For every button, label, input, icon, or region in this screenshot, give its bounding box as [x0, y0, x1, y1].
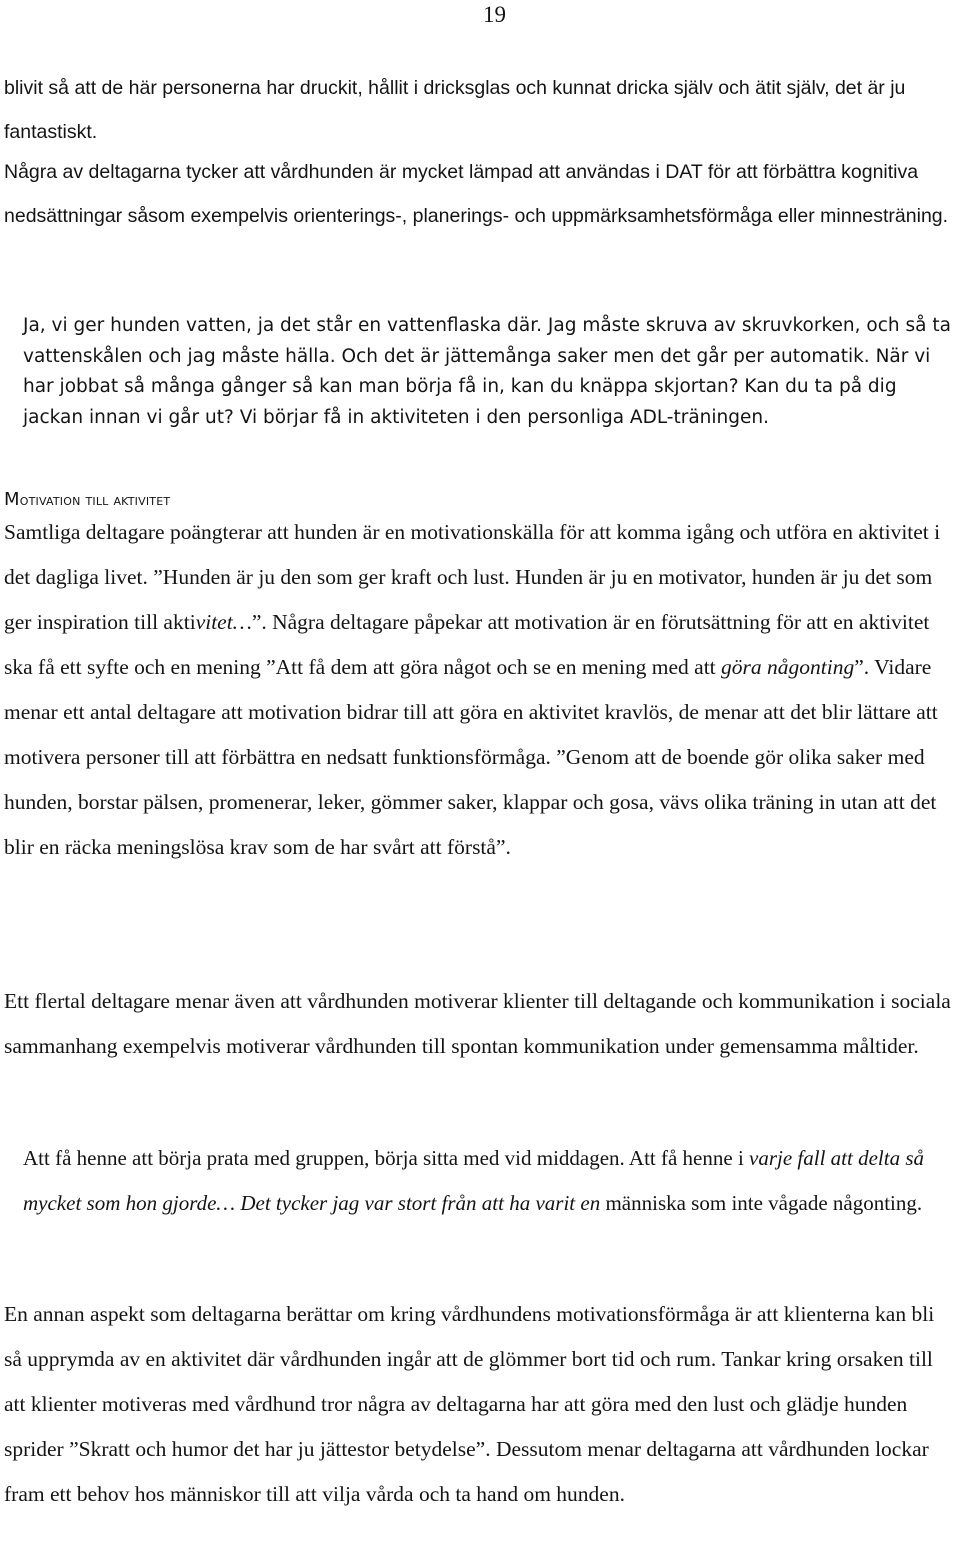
- quote-dinner: [23, 1136, 960, 1226]
- paragraph-cognitive: Några av deltagarna tycker att vårdhunden är mycket lämpad att användas i DAT för att förbättra kognitiva nedsättningar såsom exempelvis orienterings-, planerings- och uppmärksamhetsförmåga eller minnesträning.: [4, 161, 949, 227]
- quote-adl-training: Ja, vi ger hunden vatten, ja det står en vattenflaska där. Jag måste skruva av skruvkorken, och så ta vattenskålen och jag måste hälla. Och det är jättemånga saker men det går per automatik. När vi har jobbat så många gånger så kan man börja få in, kan du knäppa skjortan? Kan du ta på dig jackan innan vi går ut? Vi börjar få in aktiviteten i den personliga ADL-träningen.: [23, 315, 951, 428]
- paragraph-continuation: blivit så att de här personerna har druckit, hållit i dricksglas och kunnat dricka själv och ätit själv, det är ju fantastiskt.: [4, 77, 906, 143]
- dinner-quote-italic: varje fall att delta så mycket som hon gjorde… Det tycker jag var stort från att ha varit en: [23, 1146, 925, 1215]
- motivation-text-3: ”. Vidare menar ett antal deltagare att motivation bidrar till att göra en aktivitet kravlös, de menar att det blir lättare att motivera personer till att förbättra en nedsatt funktionsförmåga. ”Genom att de boende gör olika saker med hunden, borstar pälsen, promenerar, leker, gömmer saker, klappar och gosa, vävs olika träning in utan att det blir en räcka meningslösa krav som de har svårt att förstå”.: [4, 655, 938, 859]
- motivation-quote-2-italic: göra någonting: [721, 655, 855, 679]
- motivation-quote-1-italic: vitet…: [195, 610, 252, 634]
- page-number: 19: [483, 2, 506, 27]
- heading-initial: M: [4, 489, 20, 510]
- heading-rest: otivation till aktivitet: [19, 491, 171, 509]
- dinner-quote-text-2: människa som inte vågade någonting.: [600, 1191, 923, 1215]
- dinner-quote-text-1: Att få henne att börja prata med gruppen, börja sitta med vid middagen. Att få henne i: [23, 1146, 750, 1170]
- motivation-text-2: ”. Några deltagare påpekar att motivation är en förutsättning för att en aktivitet ska få ett syfte och en mening ”Att få dem att göra något och se en mening med att: [4, 610, 930, 679]
- motivation-text-1: Samtliga deltagare poängterar att hunden är en motivationskälla för att komma igång och utföra en aktivitet i det dagliga livet.: [4, 520, 941, 589]
- section-heading: [4, 488, 170, 512]
- motivation-quote-1: ”Hunden är ju den som ger kraft och lust. Hunden är ju en motivator, hunden är ju det som ger inspiration till akti: [4, 565, 933, 634]
- paragraph-motivation: [4, 510, 952, 870]
- paragraph-joy: En annan aspekt som deltagarna berättar om kring vårdhundens motivationsförmåga är att klienterna kan bli så upprymda av en aktivitet där vårdhunden ingår att de glömmer bort tid och rum. Tankar kring orsaken till att klienter motiveras med vårdhund tror några av deltagarna har att göra med den lust och glädje hunden sprider ”Skratt och humor det har ju jättestor betydelse”. Dessutom menar deltagarna att vårdhunden lockar fram ett behov hos människor till att vilja vårda och ta hand om hunden.: [4, 1302, 935, 1506]
- paragraph-communication: Ett flertal deltagare menar även att vårdhunden motiverar klienter till deltagande och kommunikation i sociala sammanhang exempelvis motiverar vårdhunden till spontan kommunikation under gemensamma måltider.: [4, 989, 951, 1058]
